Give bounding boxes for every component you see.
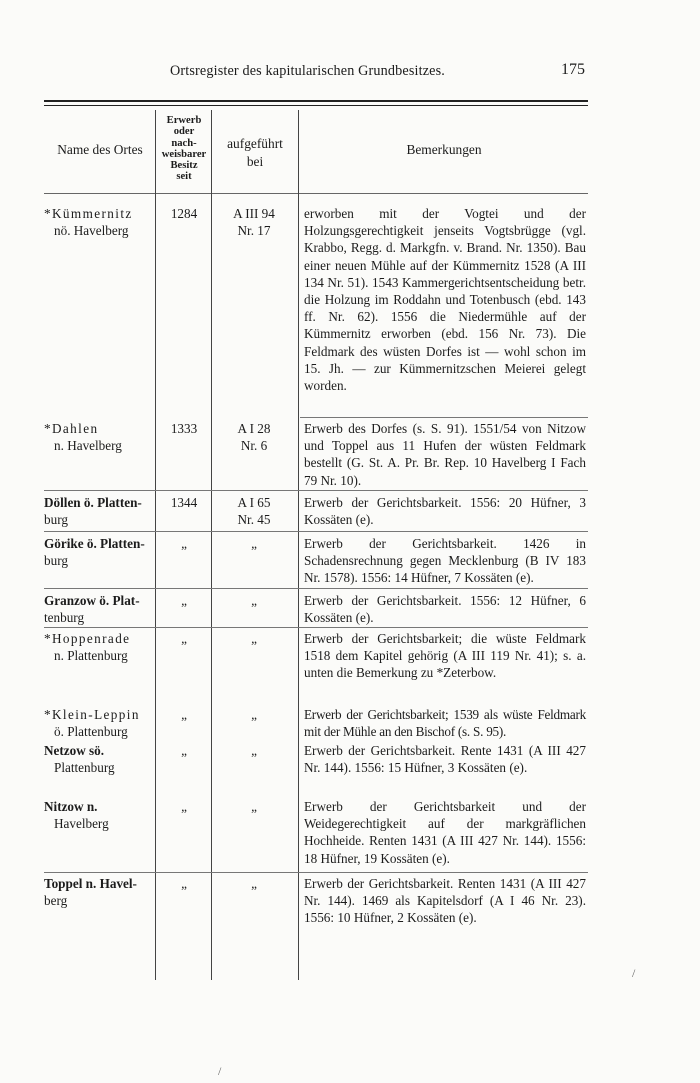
year-header-line: oder — [173, 126, 195, 138]
reference — [214, 706, 294, 723]
column-header-remarks: Bemerkungen — [406, 142, 482, 157]
reference-line: „ — [251, 799, 257, 814]
place-name: *Klein-Leppin — [44, 707, 140, 722]
place-name: *Kümmernitz — [44, 206, 133, 221]
table-row-name — [44, 798, 154, 832]
running-title: Ortsregister des kapitularischen Grundbesitzes. — [170, 63, 445, 79]
year-header-line: Besitz — [170, 160, 198, 172]
place-name: Toppel n. Havel- — [44, 876, 137, 891]
column-header-name: Name des Ortes — [57, 142, 143, 157]
ref-header-line: bei — [246, 154, 264, 169]
place-name: Nitzow n. — [44, 799, 98, 814]
reference-line: „ — [251, 631, 257, 646]
column-divider — [211, 110, 212, 980]
ref-header-line: aufgeführt — [227, 136, 283, 151]
remarks: Erwerb der Gerichtsbarkeit; 1539 als wüste Feldmark mit der Mühle an den Bischof (s. S. 95). — [304, 707, 586, 740]
year-header-line: nach- — [171, 137, 197, 149]
table-row-name — [44, 630, 154, 664]
column-header-ref — [212, 135, 298, 171]
place-location: n. Plattenburg — [54, 648, 128, 664]
reference-line: „ — [251, 876, 257, 891]
print-speck: / — [218, 1064, 222, 1078]
row-separator — [44, 490, 588, 491]
reference — [214, 494, 294, 528]
acquisition-year: „ — [181, 743, 187, 758]
acquisition-year: 1333 — [170, 421, 198, 436]
reference — [214, 630, 294, 647]
place-name: Granzow ö. Plat- — [44, 593, 140, 608]
place-location: berg — [44, 893, 68, 909]
column-header-year — [156, 115, 212, 183]
acquisition-year: „ — [181, 707, 187, 722]
reference-line: A I 65 — [237, 495, 271, 510]
reference-line: „ — [251, 743, 257, 758]
acquisition-year: 1284 — [170, 206, 198, 221]
row-separator — [44, 627, 588, 628]
table-row-name — [44, 420, 154, 454]
acquisition-year: 1344 — [170, 495, 198, 510]
table-row-name — [44, 742, 154, 776]
place-location: n. Havelberg — [54, 438, 122, 454]
reference-line: A III 94 — [233, 206, 275, 221]
column-divider — [155, 110, 156, 980]
place-location: tenburg — [44, 610, 85, 626]
reference — [214, 592, 294, 609]
top-rule-thick — [44, 100, 588, 102]
place-name: Görike ö. Platten- — [44, 536, 145, 551]
place-location: burg — [44, 553, 68, 569]
place-name: *Hoppenrade — [44, 631, 131, 646]
table-row-name — [44, 706, 154, 740]
place-location: Plattenburg — [54, 760, 115, 776]
table-row-name — [44, 875, 154, 909]
reference — [214, 535, 294, 552]
top-rule-thin — [44, 105, 588, 106]
reference-line: Nr. 45 — [237, 512, 271, 528]
print-speck: / — [632, 966, 636, 980]
year-header-line: Erwerb — [166, 115, 202, 126]
row-separator — [300, 417, 588, 418]
place-location: Havelberg — [54, 816, 109, 832]
place-location: ö. Plattenburg — [54, 724, 128, 740]
place-location: burg — [44, 512, 68, 528]
remarks: Erwerb der Gerichtsbarkeit; die wüste Feldmark 1518 dem Kapitel gehörig (A III 119 Nr. 41); s. a. unten die Bemerkung zu *Zeterbow. — [304, 631, 586, 681]
reference — [214, 875, 294, 892]
reference-line: Nr. 17 — [237, 223, 271, 239]
page-number: 175 — [561, 61, 585, 78]
year-header-line: weisbarer — [161, 148, 207, 160]
reference-line: „ — [251, 593, 257, 608]
header-rule — [44, 193, 588, 194]
remarks: Erwerb der Gerichtsbarkeit. 1556: 12 Hüfner, 6 Kossäten (e). — [304, 593, 586, 626]
place-name: *Dahlen — [44, 421, 99, 436]
reference — [214, 798, 294, 815]
table-row-name — [44, 592, 154, 626]
place-location: nö. Havelberg — [54, 223, 129, 239]
remarks: Erwerb der Gerichtsbarkeit. Renten 1431 (A III 427 Nr. 144). 1469 als Kapitelsdorf (A I 46 Nr. 23). 1556: 10 Hüfner, 2 Kossäten (e). — [304, 876, 586, 926]
place-name: Netzow sö. — [44, 743, 105, 758]
reference — [214, 205, 294, 239]
table-row-name — [44, 205, 154, 239]
column-divider — [298, 110, 299, 980]
row-separator — [44, 588, 588, 589]
remarks: Erwerb der Gerichtsbarkeit. 1556: 20 Hüfner, 3 Kossäten (e). — [304, 495, 586, 528]
remarks: erworben mit der Vogtei und der Holzungsgerechtigkeit jenseits Vogtsbrügge (vgl. Krabbo, Regg. d. Markgfn. v. Brand. Nr. 1350). Bau einer neuen Mühle auf der Kümmernitz 1528 (A III 134 Nr. 51). 1543 Kammergerichtsentscheidung betr. die Holzung im Roddahn und Totenbusch (ebd. 143 ff. Nr. 62). 1556 die Niedermühle auf der Kümmernitz erworben (ebd. 156 Nr. 73). Die Feldmark des wüsten Dorfes ist — wohl schon im 15. Jh. — zur Kümmernitzschen Meierei gelegt worden. — [304, 206, 586, 394]
reference-line: „ — [251, 536, 257, 551]
remarks: Erwerb des Dorfes (s. S. 91). 1551/54 von Nitzow und Toppel aus 11 Hufen der wüsten Feldmark bestellt (G. St. A. Pr. Br. Rep. 10 Havelberg I Fach 79 Nr. 10). — [304, 421, 586, 488]
remarks: Erwerb der Gerichtsbarkeit. 1426 in Schadensrechnung gegen Mecklenburg (B IV 183 Nr. 1578). 1556: 14 Hüfner, 7 Kossäten (e). — [304, 536, 586, 586]
acquisition-year: „ — [181, 631, 187, 646]
reference-line: A I 28 — [237, 421, 271, 436]
reference-line: „ — [251, 707, 257, 722]
reference — [214, 420, 294, 454]
row-separator — [44, 531, 588, 532]
acquisition-year: „ — [181, 593, 187, 608]
reference — [214, 742, 294, 759]
year-header-line: seit — [176, 171, 192, 183]
row-separator — [44, 872, 588, 873]
table-row-name — [44, 494, 154, 528]
acquisition-year: „ — [181, 536, 187, 551]
table-row-name — [44, 535, 154, 569]
acquisition-year: „ — [181, 876, 187, 891]
remarks: Erwerb der Gerichtsbarkeit. Rente 1431 (A III 427 Nr. 144). 1556: 15 Hüfner, 3 Kossäten (e). — [304, 743, 586, 776]
acquisition-year: „ — [181, 799, 187, 814]
reference-line: Nr. 6 — [240, 438, 268, 454]
remarks: Erwerb der Gerichtsbarkeit und der Weidegerechtigkeit auf der markgräflichen Hochheide. Renten 1431 (A III 427 Nr. 144). 1556: 18 Hüfner, 19 Kossäten (e). — [304, 799, 586, 866]
place-name: Döllen ö. Platten- — [44, 495, 142, 510]
